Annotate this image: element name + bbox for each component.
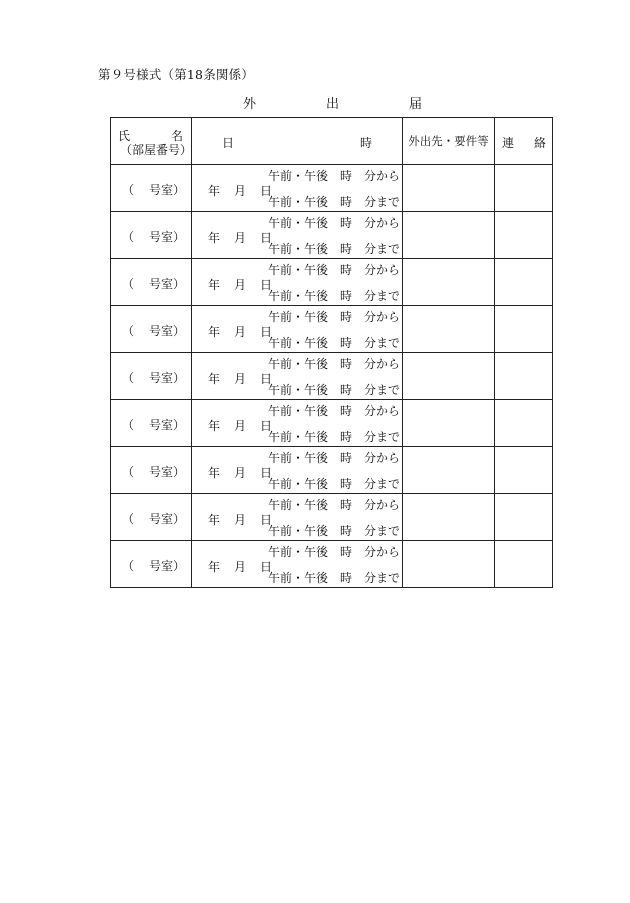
contact-cell[interactable] [495, 494, 553, 541]
title-char-3: 届 [409, 97, 423, 112]
room-label: 号室） [149, 230, 186, 244]
form-row [111, 541, 553, 588]
room-paren-open: （ [122, 371, 135, 385]
day-label: 日 [260, 231, 273, 245]
form-rows [111, 165, 553, 588]
month-label: 月 [234, 325, 247, 339]
time-until-line: 午前・午後 時 分まで [268, 524, 401, 538]
room-cell[interactable] [111, 259, 192, 306]
time-until-line: 午前・午後 時 分まで [268, 571, 401, 585]
form-row [111, 259, 553, 306]
month-label: 月 [234, 184, 247, 198]
date-ymd [208, 558, 272, 575]
room-cell[interactable] [111, 165, 192, 212]
destination-cell[interactable] [403, 212, 495, 259]
room-cell[interactable] [111, 353, 192, 400]
month-label: 月 [234, 372, 247, 386]
room-paren-open: （ [122, 183, 135, 197]
date-ymd [208, 276, 272, 293]
year-label: 年 [208, 372, 221, 386]
destination-cell[interactable] [403, 400, 495, 447]
form-row [111, 212, 553, 259]
time-from-line: 午前・午後 時 分から [268, 498, 401, 512]
room-paren-open: （ [122, 512, 135, 526]
time-until-line: 午前・午後 時 分まで [268, 195, 401, 209]
room-label: 号室） [149, 559, 186, 573]
room-cell[interactable] [111, 212, 192, 259]
date-ymd [208, 370, 272, 387]
form-number: 第９号様式（第18条関係） [98, 67, 255, 82]
room-cell[interactable] [111, 306, 192, 353]
time-from-line: 午前・午後 時 分から [268, 451, 401, 465]
time-until-line: 午前・午後 時 分まで [268, 242, 401, 256]
datetime-cell[interactable] [192, 165, 403, 212]
form-row [111, 494, 553, 541]
month-label: 月 [234, 278, 247, 292]
datetime-cell[interactable] [192, 494, 403, 541]
room-label: 号室） [149, 371, 186, 385]
header-date-left: 日 [222, 136, 235, 150]
room-paren-open: （ [122, 559, 135, 573]
time-from-line: 午前・午後 時 分から [268, 545, 401, 559]
day-label: 日 [260, 419, 273, 433]
header-destination: 外出先・要件等 [403, 118, 495, 165]
month-label: 月 [234, 419, 247, 433]
time-from-line: 午前・午後 時 分から [268, 357, 401, 371]
time-from-line: 午前・午後 時 分から [268, 310, 401, 324]
document-title [243, 93, 422, 112]
form-row [111, 353, 553, 400]
form-row [111, 165, 553, 212]
room-cell[interactable] [111, 541, 192, 588]
contact-cell[interactable] [495, 212, 553, 259]
contact-cell[interactable] [495, 400, 553, 447]
form-row [111, 400, 553, 447]
time-from-line: 午前・午後 時 分から [268, 216, 401, 230]
room-label: 号室） [149, 183, 186, 197]
contact-cell[interactable] [495, 541, 553, 588]
time-until-line: 午前・午後 時 分まで [268, 430, 401, 444]
header-datetime [192, 118, 403, 165]
contact-cell[interactable] [495, 447, 553, 494]
month-label: 月 [234, 560, 247, 574]
form-row [111, 306, 553, 353]
year-label: 年 [208, 419, 221, 433]
header-room-number: （部屋番号） [120, 143, 193, 157]
destination-cell[interactable] [403, 494, 495, 541]
contact-cell[interactable] [495, 165, 553, 212]
contact-cell[interactable] [495, 259, 553, 306]
day-label: 日 [260, 278, 273, 292]
year-label: 年 [208, 184, 221, 198]
day-label: 日 [260, 184, 273, 198]
month-label: 月 [234, 513, 247, 527]
destination-cell[interactable] [403, 306, 495, 353]
title-char-1: 外 [243, 97, 257, 112]
header-name-right: 名 [170, 129, 183, 143]
date-ymd [208, 182, 272, 199]
time-until-line: 午前・午後 時 分まで [268, 289, 401, 303]
room-label: 号室） [149, 512, 186, 526]
header-contact-right: 絡 [533, 136, 546, 150]
room-paren-open: （ [122, 418, 135, 432]
room-paren-open: （ [122, 230, 135, 244]
datetime-cell[interactable] [192, 353, 403, 400]
year-label: 年 [208, 325, 221, 339]
day-label: 日 [260, 560, 273, 574]
contact-cell[interactable] [495, 306, 553, 353]
time-from-line: 午前・午後 時 分から [268, 263, 401, 277]
time-until-line: 午前・午後 時 分まで [268, 477, 401, 491]
room-paren-open: （ [122, 465, 135, 479]
year-label: 年 [208, 513, 221, 527]
room-label: 号室） [149, 277, 186, 291]
destination-cell[interactable] [403, 541, 495, 588]
header-name-left: 氏 [118, 129, 131, 143]
title-char-2: 出 [326, 97, 340, 112]
time-from-line: 午前・午後 時 分から [268, 404, 401, 418]
month-label: 月 [234, 231, 247, 245]
room-cell[interactable] [111, 494, 192, 541]
day-label: 日 [260, 325, 273, 339]
datetime-cell[interactable] [192, 541, 403, 588]
time-until-line: 午前・午後 時 分まで [268, 383, 401, 397]
room-cell[interactable] [111, 400, 192, 447]
header-date-right: 時 [359, 136, 372, 150]
datetime-cell[interactable] [192, 212, 403, 259]
date-ymd [208, 464, 272, 481]
date-ymd [208, 511, 272, 528]
datetime-cell[interactable] [192, 259, 403, 306]
year-label: 年 [208, 231, 221, 245]
form-row [111, 447, 553, 494]
date-ymd [208, 417, 272, 434]
destination-cell[interactable] [403, 447, 495, 494]
room-paren-open: （ [122, 277, 135, 291]
year-label: 年 [208, 466, 221, 480]
month-label: 月 [234, 466, 247, 480]
room-label: 号室） [149, 418, 186, 432]
destination-cell[interactable] [403, 259, 495, 306]
header-name-room [111, 118, 192, 165]
outing-form-table [110, 117, 553, 588]
destination-cell[interactable] [403, 353, 495, 400]
datetime-cell[interactable] [192, 447, 403, 494]
room-paren-open: （ [122, 324, 135, 338]
year-label: 年 [208, 278, 221, 292]
day-label: 日 [260, 513, 273, 527]
day-label: 日 [260, 466, 273, 480]
destination-cell[interactable] [403, 165, 495, 212]
header-contact [495, 118, 553, 165]
room-label: 号室） [149, 465, 186, 479]
contact-cell[interactable] [495, 353, 553, 400]
date-ymd [208, 323, 272, 340]
header-contact-left: 連 [502, 136, 515, 150]
year-label: 年 [208, 560, 221, 574]
datetime-cell[interactable] [192, 306, 403, 353]
day-label: 日 [260, 372, 273, 386]
header-row [111, 118, 553, 165]
time-from-line: 午前・午後 時 分から [268, 169, 401, 183]
room-label: 号室） [149, 324, 186, 338]
time-until-line: 午前・午後 時 分まで [268, 336, 401, 350]
room-cell[interactable] [111, 447, 192, 494]
date-ymd [208, 229, 272, 246]
datetime-cell[interactable] [192, 400, 403, 447]
